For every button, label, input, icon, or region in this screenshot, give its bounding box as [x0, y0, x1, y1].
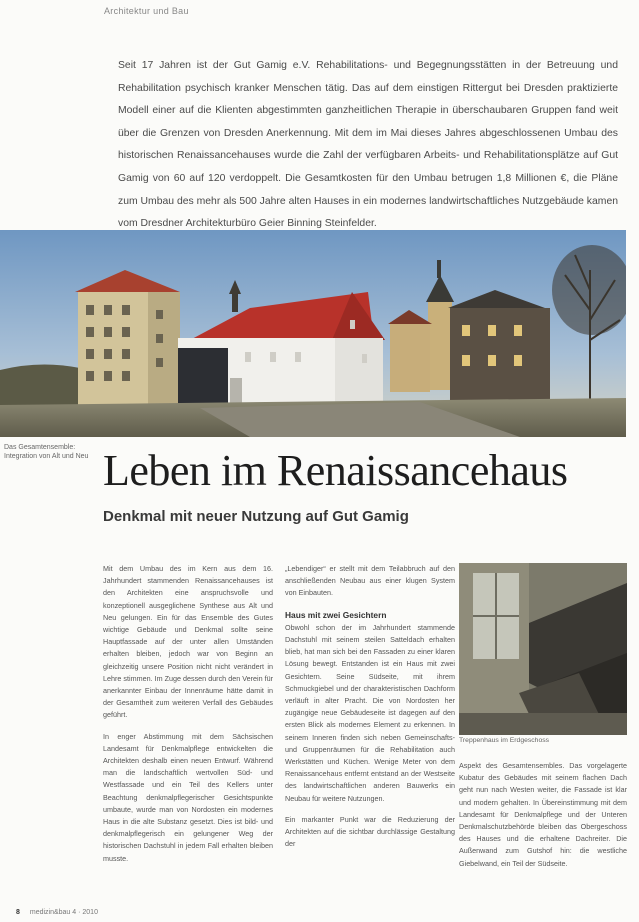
- text-column-3: [459, 760, 627, 879]
- section-heading: Haus mit zwei Gesichtern: [285, 609, 387, 620]
- paragraph: In enger Abstimmung mit dem Sächsischen Landesamt für Denkmalpflege entwickelten die Architekten deshalb einen neuen Entwurf. Während man die landschaftlich wertvollen Süd- und Westfassade und ein Teil des Kellers unter Beachtung denkmalpflegerischer Gesichtspunkte umbaute, wurde man von Nordosten ein modernes Haus in die alte Substanz gesetzt. Dies ist bild- und denkmalpflegerisch ein gelungener Weg der historischen Dachstuhl in jedem Fall erhalten bleiben musste.: [103, 731, 273, 863]
- paragraph: Mit dem Umbau des im Kern aus dem 16. Jahrhundert stammenden Renaissancehauses ist den Architekten eine anspruchsvolle und konzeptionell ausgeglichene Synthese aus Alt und Neu gelungen. Ein für das Ensemble des Gutes wichtige Gebäude und Denkmal sollte seine Hauptfassade auf der unter allen Umständen erhalten bleiben, jedoch war von Beginn an gleichzeitig unsere Position nicht nicht verändert in Lehre stimmen. Im Zuge dessen durch den Verein für anerkannter Einbau der Innenräume hätte damit in der Gesamtheit zum weiteren Verfall des Gebäudes geführt.: [103, 564, 273, 720]
- paragraph: „Lebendiger“ er stellt mit dem Teilabbruch auf den anschließenden Neubau aus einer klugen System von Einbauten.: [285, 564, 455, 598]
- page-footer: [16, 909, 98, 916]
- tall-building: [75, 270, 180, 407]
- magazine-name: medizin&bau 4 · 2010: [29, 909, 98, 916]
- section-label: Architektur und Bau: [104, 6, 189, 16]
- paragraph: Aspekt des Gesamtensembles. Das vorgelagerte Kubatur des Gebäudes mit seinem flachen Dach geht nun nach Westen weiter, die Fassade ist klar und modern gehalten. In Übereinstimmung mit dem Landesamt für Denkmalpflege und der Unteren Denkmalschutzbehörde bleiben das Obergeschoss des Hauses und die erhaltene Dachreiter. Die Außenwand zum Gutshof hin: die westliche Giebelwand, ein Teil der Südseite.: [459, 761, 627, 868]
- subtitle: Denkmal mit neuer Nutzung auf Gut Gamig: [103, 508, 409, 525]
- staircase-photo: [459, 563, 627, 735]
- text-column-1: [103, 563, 273, 874]
- page-title: Leben im Renaissancehaus: [103, 446, 568, 495]
- staircase-caption: Treppenhaus im Erdgeschoss: [459, 737, 550, 744]
- intro-paragraph: Seit 17 Jahren ist der Gut Gamig e.V. Rehabilitations- und Begegnungsstätten in der Betreuung und Rehabilitation psychisch kranker Menschen tätig. Das auf dem einstigen Rittergut bei Dresden praktizierte Modell einer auf die Klienten abgestimmten ganzheitlichen Therapie in überschaubaren Gruppen fand weit über die Grenzen von Dresden Anerkennung. Mit dem im Mai dieses Jahres abgeschlossenen Umbau des historischen Renaissancehauses wurde die Zahl der verfügbaren Arbeits- und Rehabilitationsplätze auf Gut Gamig von 60 auf 120 verdoppelt. Die Gesamtkosten für den Umbau betrugen 1,8 Millionen €, die Pläne zum Umbau des mehr als 500 Jahre alten Hauses in ein modernes landwirtschaftliches Nutzgebäude kamen vom Dresdner Architekturbüro Geier Binning Steinfelder.: [118, 60, 618, 230]
- paragraph: Obwohl schon der im Jahrhundert stammende Dachstuhl mit seinem steilen Satteldach erhalten blieb, hat man sich bei den Fassaden zu einer klaren Lösung bewegt. Entstanden ist ein Haus mit zwei Gesichtern. Seine Südseite, mit ihrem Schmuckgiebel und der charakteristischen Dachform verläuft in alter Pracht. Die von Nordosten her zugängige neue Gebäudeseite ist dagegen auf den ersten Blick als modernes Element zu erkennen. In seinem Inneren finden sich neben Gemeinschafts- und Gruppenräumen für die Rehabilitation auch Werkstätten und Küchen. Wenige Meter von dem Renaissancehaus entfernt entstand an der Westseite des landwirtschaftlichen anderen Bauwerks ein Neubau für weitere Nutzungen.: [285, 622, 455, 803]
- page-number: 8: [16, 909, 20, 916]
- text-column-2: [285, 563, 455, 859]
- photo-caption: Das Gesamtensemble: Integration von Alt und Neu: [4, 444, 89, 460]
- paragraph: Ein markanter Punkt war die Reduzierung der Architekten auf die sichtbar durchlässige Gestaltung der: [285, 814, 455, 849]
- manor-house: [448, 290, 550, 403]
- hero-photo: [0, 230, 626, 437]
